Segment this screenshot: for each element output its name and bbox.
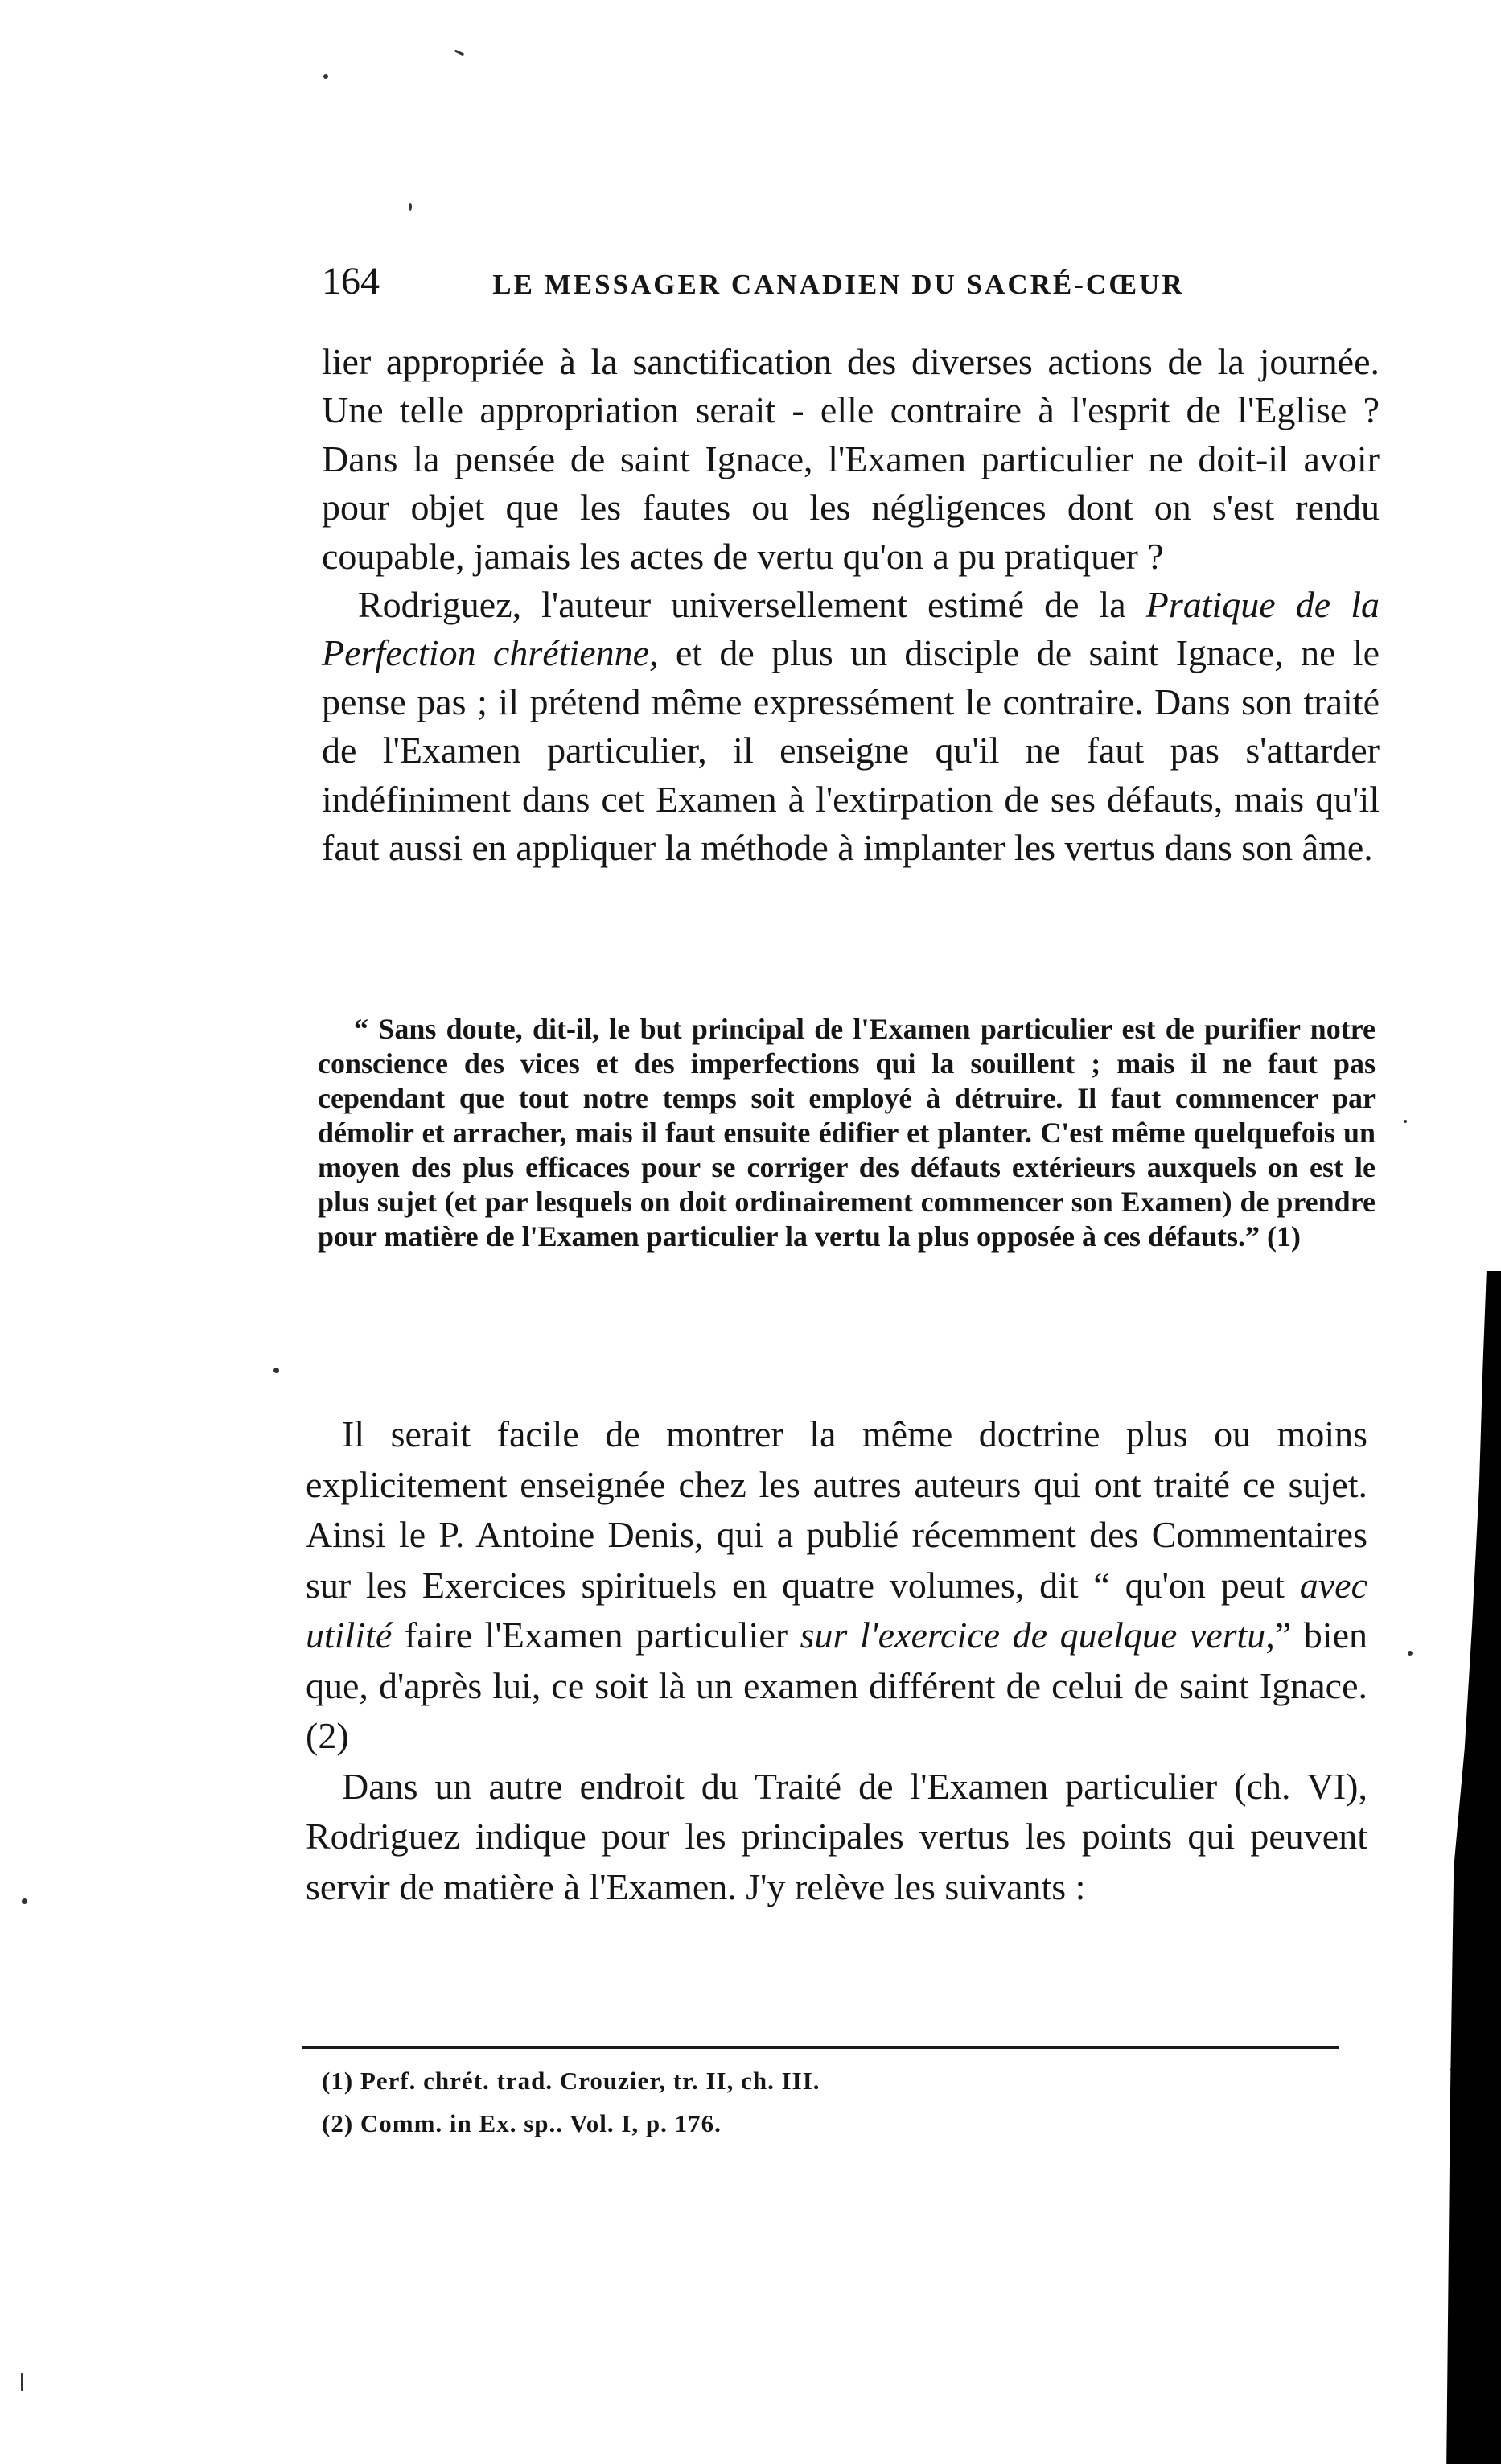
block-quote (318, 1012, 1376, 1254)
italic-phrase-2: sur l'exercice de quelque vertu (800, 1615, 1266, 1656)
footnote-1: (1) Perf. chrét. trad. Crouzier, tr. II, ch. III. (322, 2067, 820, 2095)
running-header (322, 259, 1299, 303)
scan-speck (409, 203, 412, 211)
footnotes (322, 2059, 1287, 2145)
paragraph-2-text-a: Rodriguez, l'auteur universellement estimé de la (358, 584, 1146, 626)
paragraph-3-text-c: ,” bien que, d'après lui, ce soit là un examen différent de celui de saint Ignace. (2) (306, 1615, 1367, 1756)
body-text-continued (306, 1409, 1367, 1912)
scan-speck (273, 1368, 279, 1373)
paragraph-3 (306, 1409, 1367, 1762)
paragraph-3-text-a: Il serait facile de montrer la même doctrine plus ou moins explicitement enseignée chez les autres auteurs qui ont traité ce sujet. Ainsi le P. Antoine Denis, qui a publié récemment des Commentaires sur les Exercices spirituels en quatre volumes, dit “ qu'on peut (306, 1413, 1367, 1606)
running-title: LE MESSAGER CANADIEN DU SACRÉ-CŒUR (492, 269, 1185, 300)
scan-speck (22, 1898, 27, 1904)
scan-speck (1404, 1120, 1407, 1123)
scan-speck (21, 2373, 23, 2391)
paragraph-1: lier appropriée à la sanctification des diverses actions de la journée. Une telle appropriation serait - elle contraire à l'esprit de l'Eglise ? Dans la pensée de saint Ignace, l'Examen particulier ne doit-il avoir pour objet que les fautes ou les négligences dont on s'est rendu coupable, jamais les actes de vertu qu'on a pu pratiquer ? (322, 341, 1380, 577)
paragraph-4: Dans un autre endroit du Traité de l'Examen particulier (ch. VI), Rodriguez indique pour les principales vertus les points qui peuvent servir de matière à l'Examen. J'y relève les suivants : (306, 1765, 1367, 1907)
paragraph-2 (322, 581, 1380, 872)
book-title-italic: Pratique de la Perfection chrétienne (322, 584, 1380, 674)
footnote-2: (2) Comm. in Ex. sp.. Vol. I, p. 176. (322, 2109, 722, 2137)
scan-speck (323, 74, 328, 79)
footnote-rule (302, 2046, 1339, 2049)
italic-phrase-1: avec utilité (306, 1564, 1367, 1656)
page-number: 164 (322, 260, 380, 302)
paragraph-3-text-b: faire l'Examen particulier (392, 1615, 800, 1656)
quote-text: “ Sans doute, dit-il, le but principal de l'Examen particulier est de purifier notre conscience des vices et des imperfections qui la souillent ; mais il ne faut pas cependant que tout notre temps soit employé à détruire. Il faut commencer par démolir et arracher, mais il faut ensuite édifier et planter. C'est même quelquefois un moyen des plus efficaces pour se corriger des défauts extérieurs auxquels on est le plus sujet (et par lesquels on doit ordinairement commencer son Examen) de prendre pour matière de l'Examen particulier la vertu la plus opposée à ces défauts.” (1) (318, 1013, 1376, 1253)
body-text (322, 338, 1380, 872)
paragraph-2-text-b: , et de plus un disciple de saint Ignace, ne le pense pas ; il prétend même expressément le contraire. Dans son traité de l'Examen particulier, il enseigne qu'il ne faut pas s'attarder indéfiniment dans cet Examen à l'extirpation de ses défauts, mais qu'il faut aussi en appliquer la méthode à implanter les vertus dans son âme. (322, 632, 1380, 869)
scan-speck (454, 50, 464, 56)
scan-speck (1408, 1651, 1413, 1656)
